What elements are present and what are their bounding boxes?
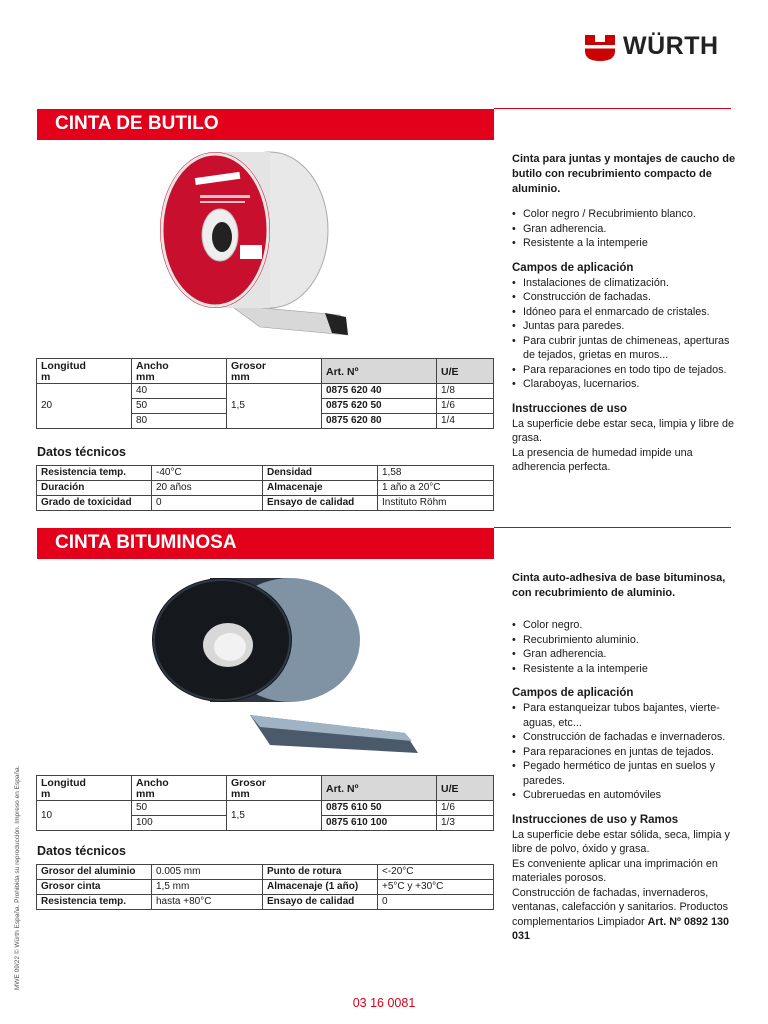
accessory-art-number: Art. Nº 0892 130 031 [512, 915, 729, 942]
applications-title: Campos de aplicación [512, 261, 634, 274]
instructions-title: Instrucciones de uso y Ramos [512, 813, 679, 826]
list-item: • Recubrimiento aluminio. [512, 633, 737, 648]
feature-list [512, 618, 737, 676]
thickness-value: 1,5 [227, 801, 322, 831]
section-rule [494, 527, 731, 528]
tech-label: Resistencia temp. [37, 895, 152, 910]
instructions-text: La presencia de humedad impide una adherencia perfecta. [512, 446, 693, 473]
tech-label: Densidad [263, 466, 378, 481]
ue-value: 1/8 [437, 384, 494, 399]
instructions-text: Es conveniente aplicar una imprimación en materiales porosos. [512, 857, 718, 884]
tech-label: Grosor del aluminio [37, 865, 152, 880]
tech-value: -40°C [152, 466, 263, 481]
table-row [37, 496, 494, 511]
tech-value: +5°C y +30°C [378, 880, 494, 895]
list-item: • Para reparaciones en juntas de tejados. [512, 745, 737, 760]
tech-label: Almacenaje [263, 481, 378, 496]
list-item: • Color negro. [512, 618, 737, 633]
art-number: 0875 620 40 [322, 384, 437, 399]
header-art: Art. Nº [322, 776, 437, 801]
tech-value: 0 [152, 496, 263, 511]
table-row [37, 384, 494, 399]
list-item: • Resistente a la intemperie [512, 236, 737, 251]
header-thickness: Grosor mm [227, 359, 322, 384]
tech-label: Ensayo de calidad [263, 895, 378, 910]
art-number: 0875 620 50 [322, 399, 437, 414]
table-row [37, 880, 494, 895]
brand-name: WÜRTH [623, 32, 719, 60]
product-description: Cinta para juntas y montajes de caucho de butilo con recubrimiento compacto de aluminio. [512, 153, 736, 195]
product-description: Cinta auto-adhesiva de base bituminosa, con recubrimiento de aluminio. [512, 572, 726, 599]
product-table [36, 358, 494, 429]
tech-value: 1,5 mm [152, 880, 263, 895]
instructions-title: Instrucciones de uso [512, 402, 628, 415]
tech-label: Almacenaje (1 año) [263, 880, 378, 895]
width-value: 50 [132, 399, 227, 414]
applications-title: Campos de aplicación [512, 687, 634, 699]
tech-value: 0.005 mm [152, 865, 263, 880]
tech-value: Instituto Röhm [378, 496, 494, 511]
list-item: • Gran adherencia. [512, 222, 737, 237]
art-number: 0875 610 100 [322, 816, 437, 831]
header-width: Ancho mm [132, 359, 227, 384]
table-row [37, 801, 494, 816]
section-title: CINTA DE BUTILO [37, 109, 494, 140]
art-number: 0875 620 80 [322, 414, 437, 429]
width-value: 50 [132, 801, 227, 816]
table-row [37, 466, 494, 481]
table-row [37, 481, 494, 496]
section-title: CINTA BITUMINOSA [37, 528, 494, 559]
list-item: • Construcción de fachadas e invernaderos. [512, 730, 737, 745]
art-number: 0875 610 50 [322, 801, 437, 816]
product-image-bitumen-tape [150, 565, 425, 765]
width-value: 100 [132, 816, 227, 831]
tech-value: 1,58 [378, 466, 494, 481]
tech-data-title: Datos técnicos [37, 844, 126, 858]
applications-list [512, 701, 737, 803]
length-value: 20 [37, 384, 132, 429]
product-image-butyl-tape [140, 145, 370, 345]
list-item: • Cubreruedas en automóviles [512, 788, 737, 803]
ue-value: 1/6 [437, 399, 494, 414]
instructions-text: La superficie debe estar sólida, seca, limpia y libre de polvo, óxido y grasa. [512, 828, 730, 855]
list-item: • Idóneo para el enmarcado de cristales. [512, 305, 737, 320]
list-item: • Gran adherencia. [512, 647, 737, 662]
ue-value: 1/3 [437, 816, 494, 831]
list-item: • Para cubrir juntas de chimeneas, aperturas de tejados, grietas en muros... [512, 334, 737, 363]
section-rule [494, 108, 731, 109]
length-value: 10 [37, 801, 132, 831]
tech-table [36, 864, 494, 910]
header-length: Longitud m [37, 776, 132, 801]
tech-label: Grado de toxicidad [37, 496, 152, 511]
thickness-value: 1,5 [227, 384, 322, 429]
wurth-logo-icon [585, 31, 615, 61]
tech-table [36, 465, 494, 511]
list-item: • Claraboyas, lucernarios. [512, 377, 737, 392]
table-row [37, 865, 494, 880]
feature-list [512, 207, 737, 251]
header-thickness: Grosor mm [227, 776, 322, 801]
wurth-logo [585, 30, 735, 62]
tech-label: Ensayo de calidad [263, 496, 378, 511]
header-ue: U/E [437, 776, 494, 801]
tech-value: 1 año a 20°C [378, 481, 494, 496]
tech-data-title: Datos técnicos [37, 445, 126, 459]
list-item: • Construcción de fachadas. [512, 290, 737, 305]
table-row [37, 895, 494, 910]
tech-value: <-20°C [378, 865, 494, 880]
applications-list [512, 276, 737, 392]
list-item: • Para reparaciones en todo tipo de tejados. [512, 363, 737, 378]
instructions-text [512, 886, 737, 944]
tech-label: Grosor cinta [37, 880, 152, 895]
list-item: • Para estanqueizar tubos bajantes, vierte-aguas, etc... [512, 701, 737, 730]
list-item: • Pegado hermético de juntas en suelos y paredes. [512, 759, 737, 788]
list-item: • Instalaciones de climatización. [512, 276, 737, 291]
instructions-text: La superficie debe estar seca, limpia y libre de grasa. [512, 417, 735, 444]
tech-value: 20 años [152, 481, 263, 496]
tech-value: 0 [378, 895, 494, 910]
tech-label: Punto de rotura [263, 865, 378, 880]
list-item: • Color negro / Recubrimiento blanco. [512, 207, 737, 222]
header-width: Ancho mm [132, 776, 227, 801]
product-description-column [512, 571, 737, 944]
list-item: • Resistente a la intemperie [512, 662, 737, 677]
header-art: Art. Nº [322, 359, 437, 384]
width-value: 80 [132, 414, 227, 429]
header-ue: U/E [437, 359, 494, 384]
list-item: • Juntas para paredes. [512, 319, 737, 334]
instructions-text-span: Construcción de fachadas, invernaderos, ventanas, calefacción y sanitarios. Productos complementarios Limpiador [512, 886, 729, 928]
ue-value: 1/6 [437, 801, 494, 816]
copyright-note: MWE 09/22 © Würth España. Prohibida su reproducción. Impreso en España. [14, 765, 21, 990]
ue-value: 1/4 [437, 414, 494, 429]
header-length: Longitud m [37, 359, 132, 384]
catalog-code: 03 16 0081 [352, 996, 416, 1010]
tech-label: Duración [37, 481, 152, 496]
tech-label: Resistencia temp. [37, 466, 152, 481]
product-table [36, 775, 494, 831]
product-description-column [512, 152, 737, 475]
width-value: 40 [132, 384, 227, 399]
tech-value: hasta +80°C [152, 895, 263, 910]
